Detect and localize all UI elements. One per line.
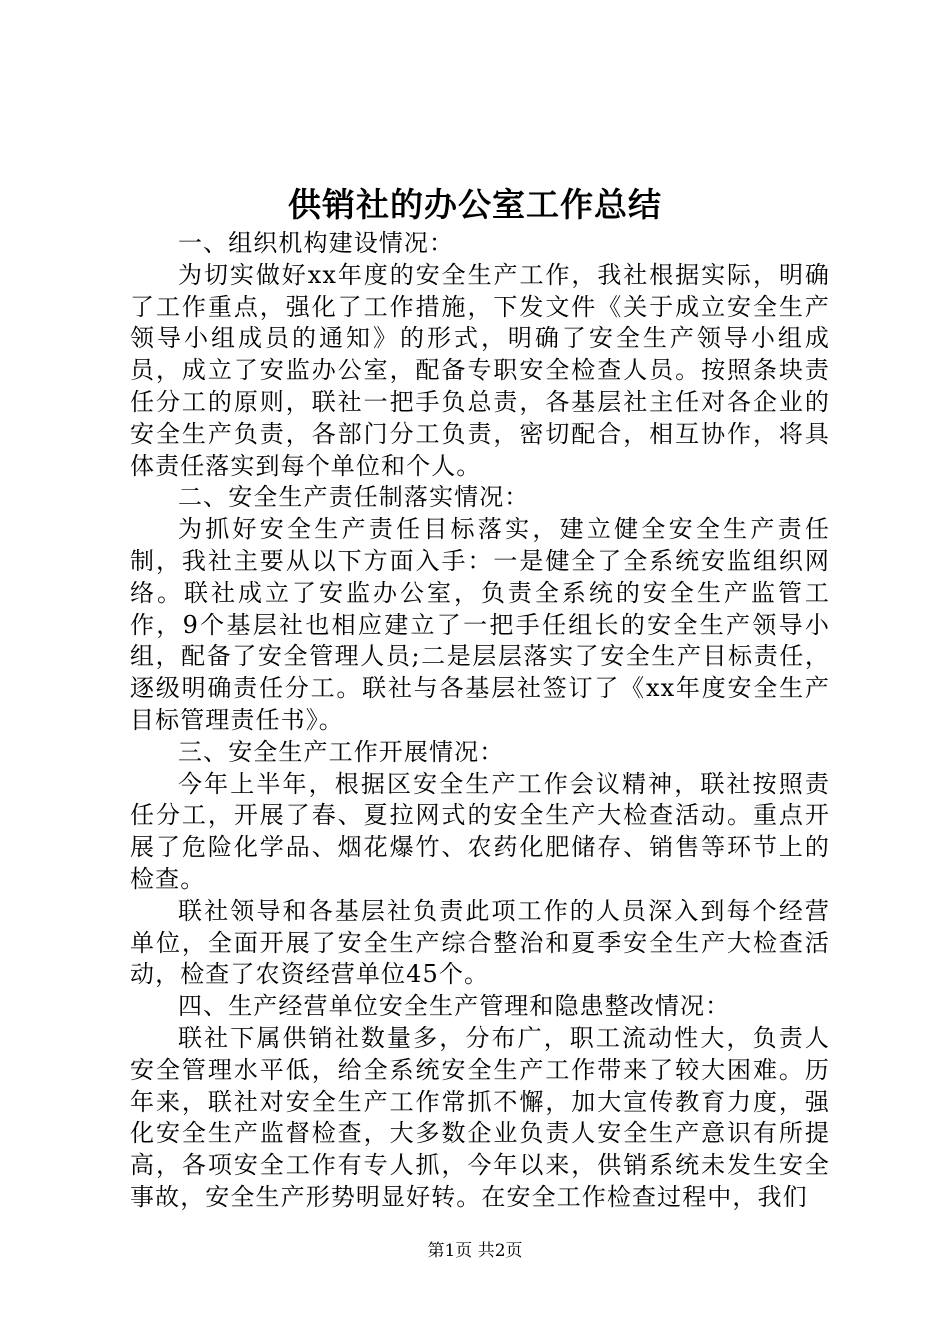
paragraph-4: 联社领导和各基层社负责此项工作的人员深入到每个经营单位，全面开展了安全生产综合整治和夏季安全生产大检查活动，检查了农资经营单位45个。	[130, 896, 830, 989]
paragraph-2: 为抓好安全生产责任目标落实，建立健全安全生产责任制，我社主要从以下方面入手：一是健全了全系统安监组织网络。联社成立了安监办公室，负责全系统的安全生产监管工作，9个基层社也相应建立了一把手任组长的安全生产领导小组，配备了安全管理人员;二是层层落实了安全生产目标责任，逐级明确责任分工。联社与各基层社签订了《xx年度安全生产目标管理责任书》。	[130, 515, 830, 734]
section-heading-3: 三、安全生产工作开展情况：	[178, 737, 505, 766]
paragraph-5: 联社下属供销社数量多，分布广，职工流动性大，负责人安全管理水平低，给全系统安全生产工作带来了较大困难。历年来，联社对安全生产工作常抓不懈，加大宣传教育力度，强化安全生产监督检查，大多数企业负责人安全生产意识有所提高，各项安全工作有专人抓，今年以来，供销系统未发生安全事故，安全生产形势明显好转。在安全工作检查过程中，我们	[130, 1023, 830, 1211]
document-body	[130, 228, 830, 1214]
section-heading-2: 二、安全生产责任制落实情况：	[178, 483, 530, 512]
paragraph-3: 今年上半年，根据区安全生产工作会议精神，联社按照责任分工，开展了春、夏拉网式的安全生产大检查活动。重点开展了危险化学品、烟花爆竹、农药化肥储存、销售等环节上的检查。	[130, 769, 830, 893]
section-heading-1: 一、组织机构建设情况：	[178, 229, 455, 257]
section-heading-4: 四、生产经营单位安全生产管理和隐患整改情况：	[178, 992, 731, 1021]
document-title: 供销社的办公室工作总结	[288, 185, 662, 224]
paragraph-1: 为切实做好xx年度的安全生产工作，我社根据实际，明确了工作重点，强化了工作措施，下发文件《关于成立安全生产领导小组成员的通知》的形式，明确了安全生产领导小组成员，成立了安监办公室，配备专职安全检查人员。按照条块责任分工的原则，联社一把手负总责，各基层社主任对各企业的安全生产负责，各部门分工负责，密切配合，相互协作，将具体责任落实到每个单位和个人。	[130, 260, 830, 480]
page-number: 第1页 共2页	[427, 1241, 523, 1261]
